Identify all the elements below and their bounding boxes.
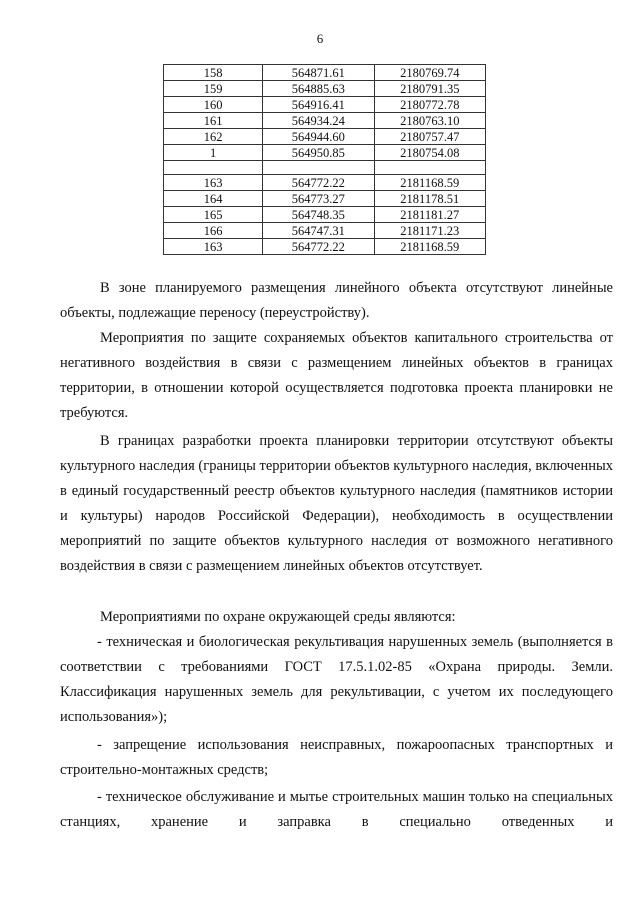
paragraph-protection-measures: Мероприятия по защите сохраняемых объектов капитального строительства от негативного воздействия в связи с размещением линейных объектов в границах территории, в отношении которой осуществляется подготовка проекта планировки не требуются. [60, 330, 613, 421]
list-item-maintenance: - техническое обслуживание и мытье строительных машин только на специальных станциях, хранение и заправка в специально отведенных и [60, 789, 613, 830]
table-cell: 2180791.35 [374, 81, 485, 97]
table-cell: 163 [164, 239, 263, 255]
list-item-equipment-ban: - запрещение использования неисправных, пожароопасных транспортных и строительно-монтажных средств; [60, 737, 613, 778]
table-row [164, 65, 486, 81]
body-text [60, 630, 613, 730]
table-cell: 158 [164, 65, 263, 81]
table-row [164, 239, 486, 255]
table-cell: 163 [164, 175, 263, 191]
body-text [60, 429, 613, 579]
table-cell: 2181181.27 [374, 207, 485, 223]
body-text [60, 785, 613, 835]
table-row [164, 145, 486, 161]
table-cell: 164 [164, 191, 263, 207]
body-text [60, 605, 613, 630]
table-cell: 2180763.10 [374, 113, 485, 129]
table-row [164, 81, 486, 97]
table-cell: 1 [164, 145, 263, 161]
table-cell [374, 161, 485, 175]
table-spacer-row [164, 161, 486, 175]
page-number: 6 [316, 31, 324, 46]
body-text [60, 733, 613, 783]
table-row [164, 207, 486, 223]
table-cell: 166 [164, 223, 263, 239]
table-cell: 162 [164, 129, 263, 145]
table-cell: 564950.85 [263, 145, 374, 161]
coordinates-table [163, 64, 486, 255]
table-cell: 2180757.47 [374, 129, 485, 145]
table-cell: 564747.31 [263, 223, 374, 239]
table-cell: 159 [164, 81, 263, 97]
table-cell: 160 [164, 97, 263, 113]
body-text [60, 326, 613, 426]
paragraph-environment-intro: Мероприятиями по охране окружающей среды являются: [100, 609, 456, 625]
table-row [164, 113, 486, 129]
table-cell [164, 161, 263, 175]
table-cell: 564871.61 [263, 65, 374, 81]
paragraph-linear-objects: В зоне планируемого размещения линейного объекта отсутствуют линейные объекты, подлежащие переносу (переустройству). [60, 280, 613, 321]
table-cell: 564885.63 [263, 81, 374, 97]
table-cell: 564773.27 [263, 191, 374, 207]
table-cell: 2181178.51 [374, 191, 485, 207]
table-cell: 564748.35 [263, 207, 374, 223]
table-cell: 2181168.59 [374, 239, 485, 255]
table-cell: 2180769.74 [374, 65, 485, 81]
table-row [164, 129, 486, 145]
table-cell: 564916.41 [263, 97, 374, 113]
table-row [164, 175, 486, 191]
table-cell: 165 [164, 207, 263, 223]
paragraph-cultural-heritage: В границах разработки проекта планировки территории отсутствуют объекты культурного наследия (границы территории объектов культурного наследия, включенных в единый государственный реестр объектов культурного наследия (памятников истории и культуры) народов Российской Федерации), необходимость в осуществлении мероприятий по защите объектов культурного наследия от возможного негативного воздействия в связи с размещением линейных объектов отсутствует. [60, 433, 613, 574]
table-cell: 564944.60 [263, 129, 374, 145]
body-text [60, 276, 613, 326]
list-item-recultivation: - техническая и биологическая рекультивация нарушенных земель (выполняется в соответствии с требованиями ГОСТ 17.5.1.02-85 «Охрана природы. Земли. Классификация нарушенных земель для рекультивации, с учетом их последующего использования»); [60, 634, 613, 725]
table-cell: 564772.22 [263, 175, 374, 191]
table-cell: 161 [164, 113, 263, 129]
table-cell: 2181171.23 [374, 223, 485, 239]
table-row [164, 191, 486, 207]
table-cell: 2181168.59 [374, 175, 485, 191]
table-cell: 2180754.08 [374, 145, 485, 161]
table-row [164, 223, 486, 239]
table-cell [263, 161, 374, 175]
table-cell: 564934.24 [263, 113, 374, 129]
table-row [164, 97, 486, 113]
table-cell: 564772.22 [263, 239, 374, 255]
table-cell: 2180772.78 [374, 97, 485, 113]
